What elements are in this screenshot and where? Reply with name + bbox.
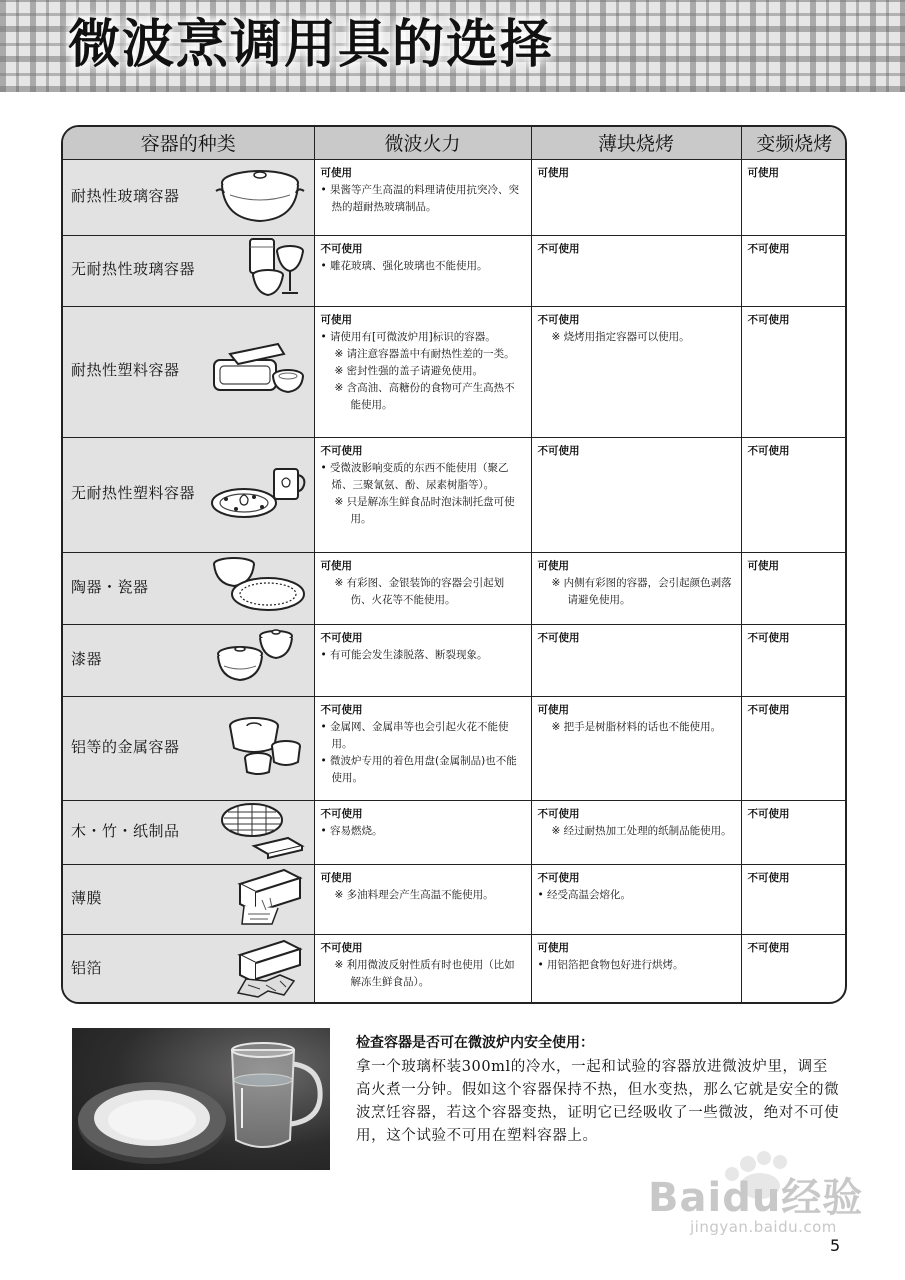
usage-status: 可使用 bbox=[537, 166, 569, 179]
note-text: 经受高温会熔化。 bbox=[547, 888, 632, 901]
header-container-type: 容器的种类 bbox=[63, 127, 314, 159]
note-text: 含高油、高糖份的食物可产生高热不能使用。 bbox=[346, 381, 515, 411]
note-text: 有可能会发生漆脱落、断裂现象。 bbox=[330, 648, 488, 661]
grill-cell bbox=[531, 159, 741, 235]
usage-note bbox=[321, 753, 525, 787]
table-row bbox=[63, 696, 847, 800]
note-text: 受微波影响变质的东西不能使用（聚乙烯、三聚氰氨、酚、尿素树脂等）。 bbox=[330, 461, 509, 491]
note-mark: • bbox=[320, 259, 327, 272]
usage-note bbox=[321, 258, 525, 275]
table-row bbox=[63, 624, 847, 696]
note-text: 烧烤用指定容器可以使用。 bbox=[563, 330, 690, 343]
note-text: 请使用有[可微波炉用]标识的容器。 bbox=[330, 330, 496, 343]
usage-status: 不可使用 bbox=[537, 871, 580, 884]
note-mark: ※ bbox=[334, 347, 344, 360]
plate-and-cup-photo bbox=[72, 1028, 330, 1170]
grill-cell bbox=[531, 696, 741, 800]
container-type-cell bbox=[63, 800, 314, 864]
usage-status: 不可使用 bbox=[320, 242, 363, 255]
note-mark: • bbox=[320, 461, 327, 474]
note-text: 把手是树脂材料的话也不能使用。 bbox=[563, 720, 722, 733]
aluminum-foil-icon bbox=[232, 935, 306, 1004]
container-type-cell bbox=[63, 159, 314, 235]
note-text: 有彩图、金银装饰的容器会引起划伤、火花等不能使用。 bbox=[346, 576, 505, 606]
usage-note bbox=[321, 823, 525, 840]
note-mark: ※ bbox=[334, 576, 344, 589]
usage-note bbox=[321, 460, 525, 494]
table-row bbox=[63, 552, 847, 624]
grill-cell bbox=[531, 235, 741, 306]
microwave-cell bbox=[314, 864, 531, 934]
table-row bbox=[63, 437, 847, 552]
grill-cell bbox=[531, 624, 741, 696]
usage-status: 不可使用 bbox=[747, 444, 790, 457]
usage-note bbox=[538, 719, 735, 736]
note-text: 利用微波反射性质有时也使用（比如解冻生鲜食品）。 bbox=[346, 958, 515, 988]
note-text: 请注意容器盖中有耐热性差的一类。 bbox=[346, 347, 515, 360]
usage-status: 不可使用 bbox=[537, 313, 580, 326]
cookware-table bbox=[61, 125, 847, 1004]
usage-status: 不可使用 bbox=[537, 631, 580, 644]
container-type-label: 陶器・瓷器 bbox=[71, 577, 149, 596]
watermark-brand: Baidu经验 bbox=[648, 1175, 864, 1221]
container-type-cell bbox=[63, 235, 314, 306]
usage-note bbox=[321, 346, 525, 363]
note-mark: ※ bbox=[334, 381, 344, 394]
note-text: 雕花玻璃、强化玻璃也不能使用。 bbox=[330, 259, 488, 272]
usage-status: 不可使用 bbox=[747, 941, 790, 954]
usage-status: 可使用 bbox=[320, 559, 352, 572]
microwave-cell bbox=[314, 235, 531, 306]
usage-note bbox=[321, 647, 525, 664]
microwave-cell bbox=[314, 437, 531, 552]
inverter-cell bbox=[741, 235, 847, 306]
header-microwave: 微波火力 bbox=[314, 127, 531, 159]
microwave-cell bbox=[314, 800, 531, 864]
note-mark: ※ bbox=[551, 824, 561, 837]
usage-status: 不可使用 bbox=[747, 871, 790, 884]
usage-status: 可使用 bbox=[320, 871, 352, 884]
usage-status: 不可使用 bbox=[537, 807, 580, 820]
microwave-cell bbox=[314, 159, 531, 235]
usage-note bbox=[538, 957, 735, 974]
note-text: 果酱等产生高温的料理请使用抗突冷、突热的超耐热玻璃制品。 bbox=[330, 183, 520, 213]
header-inverter: 变频烧烤 bbox=[741, 127, 847, 159]
note-mark: • bbox=[320, 720, 327, 733]
grill-cell bbox=[531, 437, 741, 552]
watermark-url: jingyan.baidu.com bbox=[690, 1218, 837, 1236]
ceramic-bowl-plate-icon bbox=[210, 554, 306, 622]
container-type-label: 漆器 bbox=[71, 649, 103, 668]
usage-note bbox=[321, 957, 525, 991]
note-text: 只是解冻生鲜食品时泡沫制托盘可使用。 bbox=[346, 495, 515, 525]
usage-status: 可使用 bbox=[320, 313, 352, 326]
usage-status: 不可使用 bbox=[320, 703, 363, 716]
container-type-label: 耐热性塑料容器 bbox=[71, 361, 180, 379]
table-header-row bbox=[63, 127, 847, 159]
test-photo bbox=[72, 1028, 330, 1170]
microwave-cell bbox=[314, 696, 531, 800]
container-type-label: 铝等的金属容器 bbox=[71, 737, 180, 756]
note-text: 内侧有彩图的容器，会引起颜色剥落请避免使用。 bbox=[563, 576, 732, 606]
usage-status: 不可使用 bbox=[747, 631, 790, 644]
note-mark: ※ bbox=[334, 364, 344, 377]
container-type-cell bbox=[63, 864, 314, 934]
note-text: 用铝箔把食物包好进行烘烤。 bbox=[547, 958, 684, 971]
usage-note bbox=[321, 182, 525, 216]
note-mark: ※ bbox=[334, 888, 344, 901]
note-mark: • bbox=[537, 958, 544, 971]
inverter-cell bbox=[741, 159, 847, 235]
microwave-cell bbox=[314, 552, 531, 624]
container-type-cell bbox=[63, 437, 314, 552]
usage-note bbox=[538, 329, 735, 346]
usage-note bbox=[538, 823, 735, 840]
container-type-label: 无耐热性塑料容器 bbox=[71, 484, 196, 502]
note-mark: ※ bbox=[334, 495, 344, 508]
usage-status: 不可使用 bbox=[537, 444, 580, 457]
table-body bbox=[63, 159, 847, 1004]
plastic-dish-cup-icon bbox=[210, 459, 306, 531]
usage-status: 不可使用 bbox=[747, 313, 790, 326]
table-row bbox=[63, 934, 847, 1004]
lacquer-bowls-icon bbox=[210, 626, 306, 694]
usage-note bbox=[321, 575, 525, 609]
check-text: 拿一个玻璃杯装300ml的冷水，一起和试验的容器放进微波炉里，调至高火煮一分钟。假如这个容器保持不热，但水变热，那么它就是安全的微波烹饪容器，若这个容器变热，证明它已经吸收了一些微波，绝对不可使用，这个试验不可用在塑料容器上。 bbox=[356, 1059, 840, 1144]
note-mark: • bbox=[320, 648, 327, 661]
container-type-cell bbox=[63, 934, 314, 1004]
inverter-cell bbox=[741, 306, 847, 437]
table-row bbox=[63, 800, 847, 864]
note-mark: ※ bbox=[551, 330, 561, 343]
note-mark: ※ bbox=[334, 958, 344, 971]
container-type-label: 铝箔 bbox=[71, 959, 103, 978]
inverter-cell bbox=[741, 934, 847, 1004]
grill-cell bbox=[531, 864, 741, 934]
grill-cell bbox=[531, 306, 741, 437]
container-type-cell bbox=[63, 552, 314, 624]
usage-note bbox=[321, 887, 525, 904]
usage-note bbox=[321, 719, 525, 753]
usage-status: 不可使用 bbox=[747, 807, 790, 820]
note-text: 经过耐热加工处理的纸制品能使用。 bbox=[563, 824, 732, 837]
usage-note bbox=[538, 887, 735, 904]
glassware-icon bbox=[244, 235, 306, 307]
glass-casserole-icon bbox=[214, 161, 306, 233]
inverter-cell bbox=[741, 624, 847, 696]
container-type-label: 耐热性玻璃容器 bbox=[71, 186, 180, 205]
container-type-label: 木・竹・纸制品 bbox=[71, 821, 180, 840]
check-title: 检查容器是否可在微波炉内安全使用： bbox=[356, 1035, 594, 1051]
table-row bbox=[63, 864, 847, 934]
usage-status: 不可使用 bbox=[320, 807, 363, 820]
container-type-cell bbox=[63, 696, 314, 800]
header-grill: 薄块烧烤 bbox=[531, 127, 741, 159]
plastic-containers-icon bbox=[208, 336, 306, 408]
usage-status: 不可使用 bbox=[537, 242, 580, 255]
note-mark: ※ bbox=[551, 720, 561, 733]
microwave-cell bbox=[314, 934, 531, 1004]
inverter-cell bbox=[741, 696, 847, 800]
inverter-cell bbox=[741, 437, 847, 552]
usage-status: 可使用 bbox=[537, 703, 569, 716]
usage-note bbox=[321, 380, 525, 414]
inverter-cell bbox=[741, 864, 847, 934]
usage-note bbox=[321, 329, 525, 346]
note-text: 微波炉专用的着色用盘(金属制品)也不能使用。 bbox=[330, 754, 517, 784]
usage-status: 不可使用 bbox=[747, 703, 790, 716]
note-text: 多油料理会产生高温不能使用。 bbox=[346, 888, 494, 901]
usage-status: 可使用 bbox=[537, 941, 569, 954]
inverter-cell bbox=[741, 552, 847, 624]
note-mark: • bbox=[320, 824, 327, 837]
usage-status: 可使用 bbox=[747, 559, 779, 572]
container-type-cell bbox=[63, 306, 314, 437]
usage-status: 不可使用 bbox=[320, 631, 363, 644]
inverter-cell bbox=[741, 800, 847, 864]
note-text: 密封性强的盖子请避免使用。 bbox=[346, 364, 484, 377]
note-mark: • bbox=[320, 330, 327, 343]
usage-status: 可使用 bbox=[320, 166, 352, 179]
table-row bbox=[63, 235, 847, 306]
page-title: 微波烹调用具的选择 bbox=[68, 15, 555, 75]
grill-cell bbox=[531, 552, 741, 624]
table-row bbox=[63, 306, 847, 437]
usage-status: 可使用 bbox=[537, 559, 569, 572]
container-type-label: 薄膜 bbox=[71, 888, 103, 907]
usage-note bbox=[538, 575, 735, 609]
note-mark: ※ bbox=[551, 576, 561, 589]
note-text: 金属网、金属串等也会引起火花不能使用。 bbox=[330, 720, 509, 750]
usage-status: 可使用 bbox=[747, 166, 779, 179]
microwave-cell bbox=[314, 624, 531, 696]
container-type-label: 无耐热性玻璃容器 bbox=[71, 260, 196, 278]
usage-note bbox=[321, 494, 525, 528]
note-mark: • bbox=[537, 888, 544, 901]
note-text: 容易燃烧。 bbox=[330, 824, 383, 837]
grill-cell bbox=[531, 800, 741, 864]
usage-status: 不可使用 bbox=[747, 242, 790, 255]
note-mark: • bbox=[320, 754, 327, 767]
usage-status: 不可使用 bbox=[320, 941, 363, 954]
plastic-wrap-icon bbox=[232, 864, 306, 934]
grill-cell bbox=[531, 934, 741, 1004]
note-mark: • bbox=[320, 183, 327, 196]
table-row bbox=[63, 159, 847, 235]
microwave-cell bbox=[314, 306, 531, 437]
bamboo-tray-icon bbox=[218, 798, 306, 866]
usage-status: 不可使用 bbox=[320, 444, 363, 457]
usage-note bbox=[321, 363, 525, 380]
page-number: 5 bbox=[830, 1236, 841, 1255]
container-type-cell bbox=[63, 624, 314, 696]
metal-molds-icon bbox=[224, 712, 306, 784]
